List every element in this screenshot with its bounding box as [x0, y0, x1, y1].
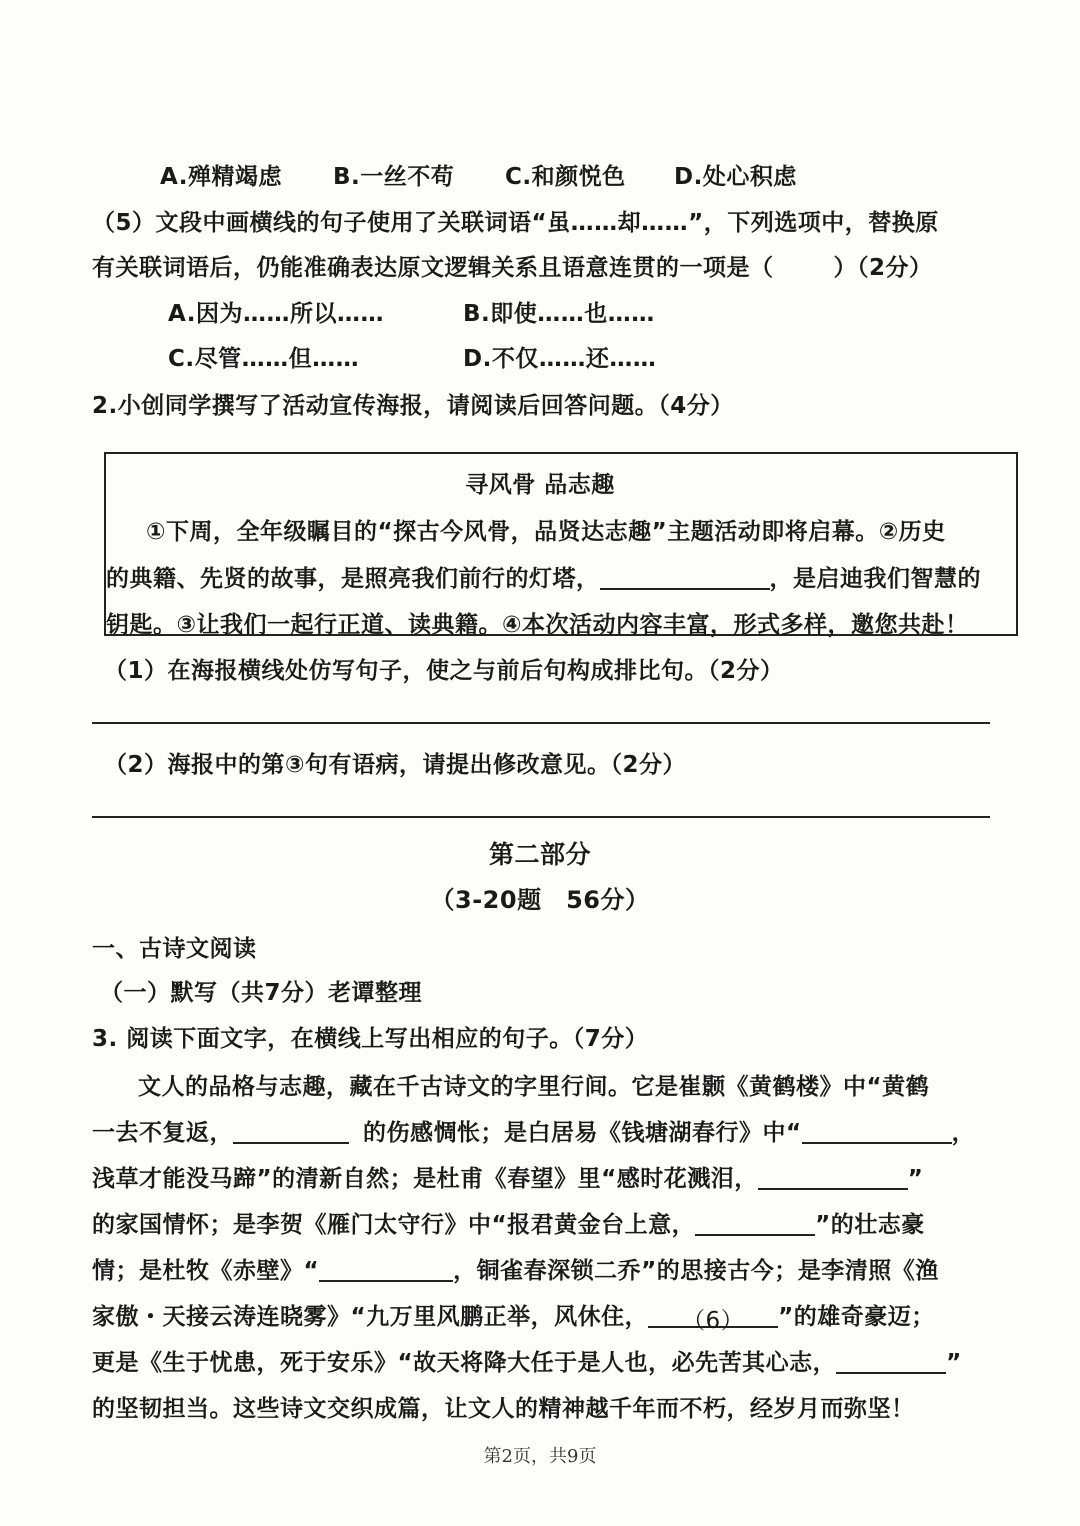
- q3-blank-6-label: （6）: [682, 1308, 745, 1334]
- q2-sub2-answer-line[interactable]: [92, 816, 990, 818]
- q1-5-option-b: B.即使……也……: [463, 301, 655, 327]
- q3-line4-a: 的家国情怀；是李贺《雁门太守行》中“报君黄金台上意，: [92, 1212, 696, 1238]
- q3-line6-a: 家傲・天接云涛连晓雾》“九万里风鹏正举，风休住，: [92, 1304, 649, 1330]
- part2-title: 第二部分: [488, 840, 591, 869]
- q1-5-option-d: D.不仅……还……: [463, 346, 657, 372]
- option-a-prev: A.殚精竭虑: [160, 164, 282, 190]
- q3-line2: [92, 1114, 975, 1147]
- q3-blank-4[interactable]: [695, 1210, 815, 1236]
- q1-5-stem-text: 有关联词语后，仍能准确表达原文逻辑关系且语意连贯的一项是（: [92, 255, 774, 281]
- poster-blank[interactable]: [600, 564, 770, 590]
- q2-sub2: （2）海报中的第③句有语病，请提出修改意见。（2分）: [104, 752, 686, 778]
- q3-line6: [92, 1298, 935, 1334]
- q1-5-stem-end: ）（2分）: [833, 255, 933, 281]
- q3-blank-7[interactable]: [836, 1348, 946, 1374]
- poster-line2-b: ，是启迪我们智慧的: [769, 566, 981, 592]
- poster-line2-a: 的典籍、先贤的故事，是照亮我们前行的灯塔，: [106, 566, 600, 592]
- q3-line5-b: ，铜雀春深锁二乔”的思接古今；是李清照《渔: [453, 1258, 939, 1284]
- q3-line2-a: 一去不复返，: [92, 1120, 233, 1146]
- option-c-prev: C.和颜悦色: [505, 164, 626, 190]
- q3-line5: [92, 1252, 939, 1285]
- q3-line8: 的坚韧担当。这些诗文交织成篇，让文人的精神越千年而不朽，经岁月而弥坚！: [92, 1396, 915, 1422]
- q3-blank-3[interactable]: [758, 1164, 908, 1190]
- option-b-prev: B.一丝不苟: [333, 164, 455, 190]
- poster-line1: ①下周，全年级瞩目的“探古今风骨，品贤达志趣”主题活动即将启幕。②历史: [146, 519, 946, 545]
- poster-line2: [106, 560, 981, 593]
- q3-line7: [92, 1344, 962, 1377]
- q3-blank-2[interactable]: [802, 1118, 952, 1144]
- q3-blank-5[interactable]: [319, 1256, 453, 1282]
- section1-sub-heading: （一）默写（共7分）老谭整理: [100, 980, 423, 1006]
- q3-line4-b: ”的壮志豪: [815, 1212, 925, 1238]
- q3-line5-a: 情；是杜牧《赤壁》“: [92, 1258, 320, 1284]
- part2-range: （3-20题 56分）: [430, 886, 650, 914]
- page-footer: 第2页，共9页: [483, 1446, 597, 1467]
- q2-sub1: （1）在海报横线处仿写句子，使之与前后句构成排比句。（2分）: [104, 658, 784, 684]
- q3-line2-c: ，: [951, 1120, 976, 1146]
- q3-blank-1[interactable]: [233, 1118, 349, 1144]
- q3-line3-a: 浅草才能没马蹄”的清新自然；是杜甫《春望》里“感时花溅泪，: [92, 1166, 758, 1192]
- poster-heading: 寻风骨 品志趣: [465, 472, 615, 498]
- option-d-prev: D.处心积虑: [674, 164, 797, 190]
- q3-line3-b: ”: [907, 1166, 924, 1192]
- q1-5-option-c: C.尽管……但……: [168, 346, 360, 372]
- poster-line3: 钥匙。③让我们一起行正道、读典籍。④本次活动内容丰富，形式多样，邀您共赴！: [106, 612, 969, 638]
- q3-line7-b: ”: [946, 1350, 962, 1376]
- q3-line3: [92, 1160, 923, 1193]
- q3-line2-b: 的伤感惆怅；是白居易《钱塘湖春行》中“: [363, 1120, 802, 1146]
- q3-line4: [92, 1206, 925, 1239]
- q1-5-stem-line1: （5）文段中画横线的句子使用了关联词语“虽……却……”，下列选项中，替换原: [92, 210, 939, 236]
- q3-title: 3. 阅读下面文字，在横线上写出相应的句子。（7分）: [92, 1026, 649, 1052]
- q3-blank-6[interactable]: [648, 1302, 778, 1334]
- q2-sub1-answer-line[interactable]: [92, 722, 990, 724]
- q3-line7-a: 更是《生于忧患，死于安乐》“故天将降大任于是人也，必先苦其心志，: [92, 1350, 837, 1376]
- q1-5-stem-line2: [92, 249, 933, 282]
- section1-heading: 一、古诗文阅读: [92, 936, 257, 962]
- q3-line1: 文人的品格与志趣，藏在千古诗文的字里行间。它是崔颢《黄鹤楼》中“黄鹤: [138, 1074, 930, 1100]
- q2-title: 2.小创同学撰写了活动宣传海报，请阅读后回答问题。（4分）: [92, 393, 734, 419]
- q3-line6-b: ”的雄奇豪迈；: [778, 1304, 935, 1330]
- q1-5-option-a: A.因为……所以……: [168, 301, 384, 327]
